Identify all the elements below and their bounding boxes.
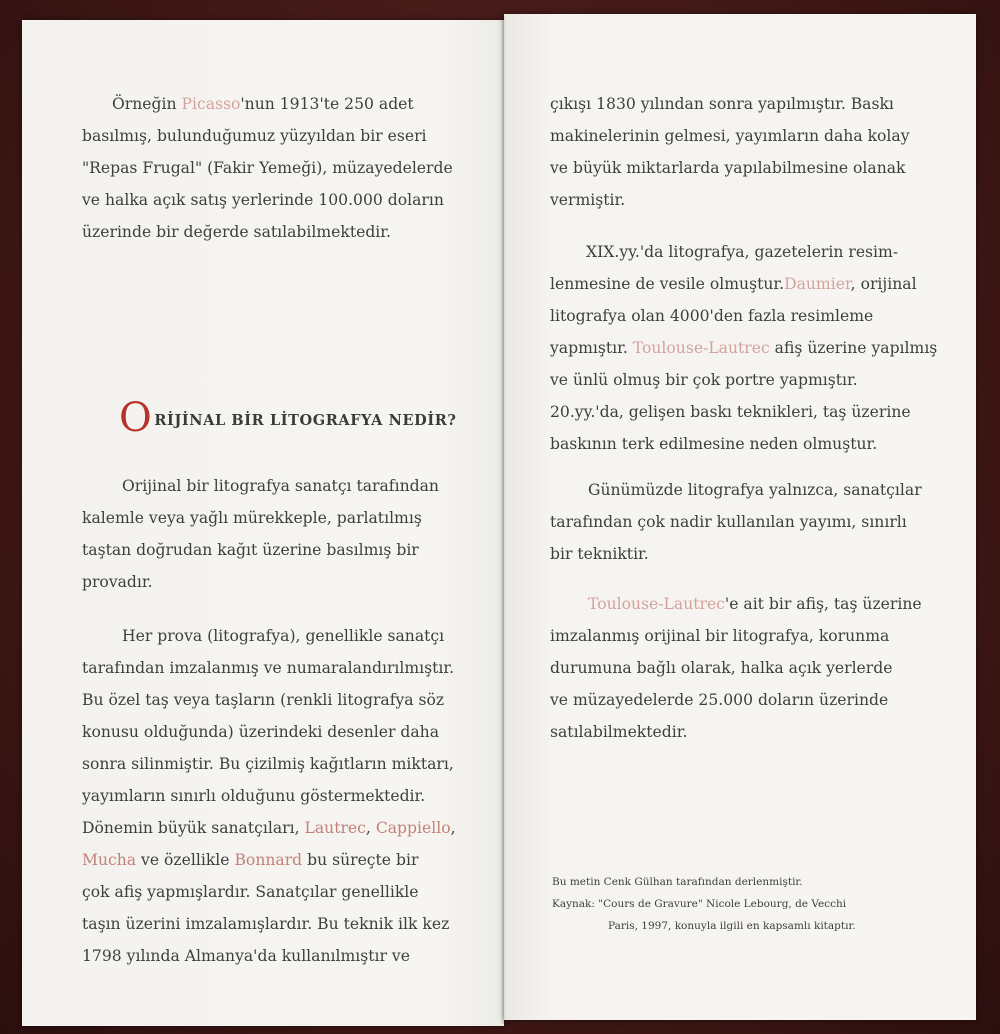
credit-compiled-by: Bu metin Cenk Gülhan tarafından derlenmiştir.	[552, 876, 803, 888]
artist-name: Toulouse-Lautrec	[632, 339, 770, 357]
text-line: XIX.yy.'da litografya, gazetelerin resim-	[586, 243, 899, 261]
text-line	[550, 268, 916, 300]
artist-name: Lautrec	[304, 819, 366, 837]
text-line: Her prova (litografya), genellikle sanatçı	[122, 627, 445, 645]
text-line: ve büyük miktarlarda yapılabilmesine olanak	[550, 159, 906, 177]
text-line: bir tekniktir.	[550, 545, 649, 563]
text-line: taşın üzerini imzalamışlardır. Bu teknik ilk kez	[82, 915, 450, 933]
text-line: çok afiş yapmışlardır. Sanatçılar genellikle	[82, 883, 419, 901]
section-heading	[119, 395, 457, 441]
page-fold	[502, 16, 506, 1024]
heading-initial: O	[119, 395, 153, 441]
left-paragraph-2	[82, 470, 448, 598]
text-span: Örneğin	[112, 95, 182, 113]
text-span: 'e ait bir afiş, taş üzerine	[724, 595, 922, 613]
text-span: lenmesine de vesile olmuştur.	[550, 275, 785, 293]
artist-name: Picasso	[181, 95, 241, 113]
text-line: 20.yy.'da, gelişen baskı teknikleri, taş üzerine	[550, 403, 911, 421]
text-line: çıkışı 1830 yılından sonra yapılmıştır. Baskı	[550, 95, 894, 113]
text-span: yapmıştır.	[550, 339, 633, 357]
text-line: Bu özel taş veya taşların (renkli litografya söz	[82, 691, 445, 709]
text-line: basılmış, bulunduğumuz yüzyıldan bir eseri	[82, 127, 427, 145]
text-line: "Repas Frugal" (Fakir Yemeği), müzayedelerde	[82, 159, 453, 177]
text-line: ve ünlü olmuş bir çok portre yapmıştır.	[550, 371, 858, 389]
right-paragraph-3	[550, 474, 922, 570]
text-line: ve halka açık satış yerlerinde 100.000 doların	[82, 191, 444, 209]
text-line	[550, 332, 938, 364]
credit-source-continued: Paris, 1997, konuyla ilgili en kapsamlı kitaptır.	[608, 920, 856, 932]
text-span: Dönemin büyük sanatçıları,	[82, 819, 305, 837]
credit-source: Kaynak: "Cours de Gravure" Nicole Lebourg, de Vecchi	[552, 898, 847, 910]
text-line: Günümüzde litografya yalnızca, sanatçılar	[588, 481, 922, 499]
text-line: durumuna bağlı olarak, halka açık yerlerde	[550, 659, 893, 677]
text-line: taştan doğrudan kağıt üzerine basılmış bir	[82, 541, 419, 559]
left-paragraph-3	[82, 620, 456, 972]
text-line	[550, 588, 922, 620]
text-line: 1798 yılında Almanya'da kullanılmıştır ve	[82, 947, 410, 965]
text-line	[82, 88, 444, 120]
text-line: makinelerinin gelmesi, yayımların daha kolay	[550, 127, 910, 145]
text-span: ve özellikle	[136, 851, 235, 869]
text-line: satılabilmektedir.	[550, 723, 688, 741]
text-line: baskının terk edilmesine neden olmuştur.	[550, 435, 878, 453]
left-paragraph-1	[82, 88, 453, 248]
text-span: afiş üzerine yapılmış	[769, 339, 938, 357]
text-line: provadır.	[82, 573, 153, 591]
text-line	[82, 812, 456, 844]
text-line: vermiştir.	[550, 191, 626, 209]
artist-name: Cappiello	[375, 819, 451, 837]
text-line: Orijinal bir litografya sanatçı tarafından	[122, 477, 439, 495]
text-span: ,	[365, 819, 376, 837]
text-span: , orijinal	[850, 275, 917, 293]
heading-text: RİJİNAL BİR LİTOGRAFYA NEDİR?	[154, 412, 457, 429]
text-line: ve müzayedelerde 25.000 doların üzerinde	[550, 691, 889, 709]
text-line: yayımların sınırlı olduğunu göstermektedir.	[82, 787, 426, 805]
right-paragraph-1	[550, 88, 916, 216]
text-line: imzalanmış orijinal bir litografya, korunma	[550, 627, 890, 645]
text-span: 'nun 1913'te 250 adet	[240, 95, 414, 113]
artist-name: Daumier	[784, 275, 851, 293]
artist-name: Mucha	[82, 851, 137, 869]
text-line: litografya olan 4000'den fazla resimleme	[550, 307, 874, 325]
text-span: bu süreçte bir	[302, 851, 419, 869]
text-span: ,	[450, 819, 456, 837]
right-paragraph-4	[550, 588, 922, 748]
text-line	[82, 844, 448, 876]
text-line: üzerinde bir değerde satılabilmektedir.	[82, 223, 391, 241]
right-paragraph-2	[550, 236, 938, 460]
text-line: tarafından imzalanmış ve numaralandırılmıştır.	[82, 659, 455, 677]
text-line: kalemle veya yağlı mürekkeple, parlatılmış	[82, 509, 422, 527]
text-line: sonra silinmiştir. Bu çizilmiş kağıtların miktarı,	[82, 755, 454, 773]
text-line: tarafından çok nadir kullanılan yayımı, sınırlı	[550, 513, 907, 531]
artist-name: Bonnard	[234, 851, 303, 869]
text-line: konusu olduğunda) üzerindeki desenler daha	[82, 723, 440, 741]
artist-name: Toulouse-Lautrec	[588, 595, 725, 613]
